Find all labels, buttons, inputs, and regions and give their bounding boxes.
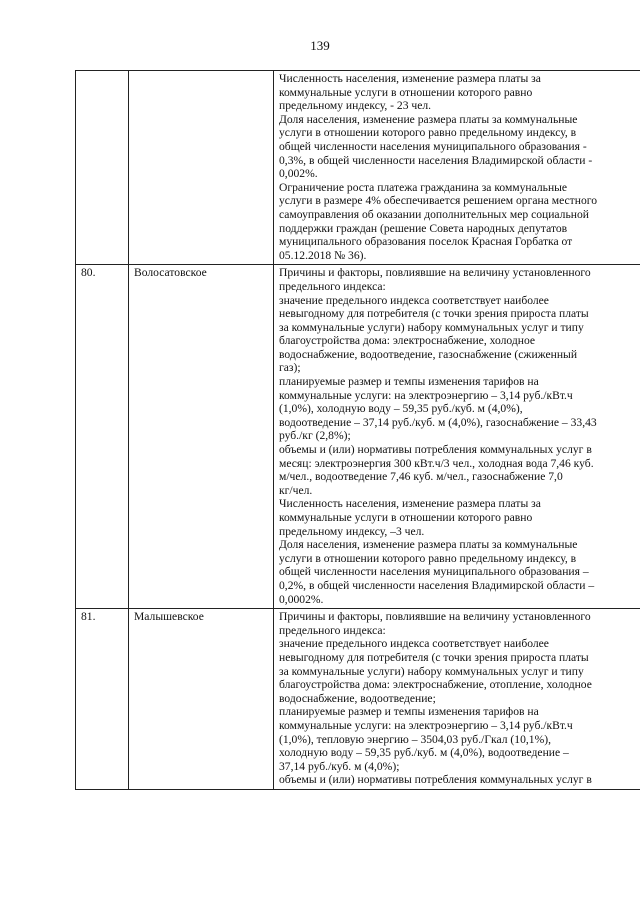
description-line: планируемые размер и темпы изменения тарифов на bbox=[279, 375, 539, 389]
description-line: муниципального образования поселок Красная Горбатка от bbox=[279, 235, 573, 249]
description-line: значение предельного индекса соответствует наиболее bbox=[279, 293, 549, 307]
table-body bbox=[76, 71, 640, 790]
description-cell bbox=[274, 609, 640, 790]
description-line: 0,002%. bbox=[279, 167, 318, 181]
description-line: общей численности населения муниципального образования – bbox=[279, 565, 589, 579]
page-number: 139 bbox=[310, 38, 330, 53]
description-line: водоснабжение, водоотведение, газоснабжение (сжиженный bbox=[279, 347, 578, 361]
municipality-name bbox=[129, 71, 274, 265]
description-line: объемы и (или) нормативы потребления коммунальных услуг в bbox=[279, 443, 592, 457]
description-line: за коммунальные услуги) набору коммунальных услуг и типу bbox=[279, 664, 584, 678]
table-row bbox=[76, 71, 640, 265]
description-line: услуги в размере 4% обеспечивается решением органа местного bbox=[279, 194, 598, 208]
description-cell bbox=[274, 71, 640, 265]
description-line: месяц: электроэнергия 300 кВт.ч/3 чел., холодная вода 7,46 куб. bbox=[279, 456, 594, 470]
description-line: объемы и (или) нормативы потребления коммунальных услуг в bbox=[279, 773, 592, 787]
municipality-name: Волосатовское bbox=[129, 265, 274, 609]
description-line: холодную воду – 59,35 руб./куб. м (4,0%), водоотведение – bbox=[279, 746, 569, 760]
description-line: 0,2%, в общей численности населения Владимирской области – bbox=[279, 578, 595, 592]
description-line: руб./кг (2,8%); bbox=[279, 429, 351, 443]
table-row bbox=[76, 609, 640, 790]
description-line: предельного индекса: bbox=[279, 623, 386, 637]
description-line: 05.12.2018 № 36). bbox=[279, 248, 367, 262]
description-line: Численность населения, изменение размера платы за bbox=[279, 72, 541, 85]
description-line: коммунальные услуги: на электроэнергию – 3,14 руб./кВт.ч bbox=[279, 718, 573, 732]
description-line: услуги в отношении которого равно предельному индексу, в bbox=[279, 126, 577, 140]
row-number: 81. bbox=[76, 609, 129, 790]
description-line: благоустройства дома: электроснабжение, отопление, холодное bbox=[279, 678, 592, 692]
description-line: предельному индексу, - 23 чел. bbox=[279, 99, 432, 113]
description-line: невыгодному для потребителя (с точки зрения прироста платы bbox=[279, 650, 589, 664]
description-line: поддержки граждан (решение Совета народных депутатов bbox=[279, 221, 568, 235]
description-line: водоснабжение, водоотведение; bbox=[279, 691, 436, 705]
description-line: коммунальные услуги в отношении которого равно bbox=[279, 85, 533, 99]
description-line: Причины и факторы, повлиявшие на величину установленного bbox=[279, 266, 591, 280]
description-line: планируемые размер и темпы изменения тарифов на bbox=[279, 705, 539, 719]
description-line: 0,3%, в общей численности населения Владимирской области - bbox=[279, 153, 593, 167]
description-line: (1,0%), холодную воду – 59,35 руб./куб. м (4,0%), bbox=[279, 402, 523, 416]
description-line: самоуправления об оказании дополнительных мер социальной bbox=[279, 207, 589, 221]
description-line: (1,0%), тепловую энергию – 3504,03 руб./Гкал (10,1%), bbox=[279, 732, 551, 746]
description-line: м/чел., водоотведение 7,46 куб. м/чел., газоснабжение 7,0 bbox=[279, 470, 563, 484]
description-line: коммунальные услуги в отношении которого равно bbox=[279, 511, 533, 524]
description-cell bbox=[274, 265, 640, 609]
description-line: за коммунальные услуги) набору коммунальных услуг и типу bbox=[279, 320, 584, 334]
row-number: 80. bbox=[76, 265, 129, 609]
description-line: Причины и факторы, повлиявшие на величину установленного bbox=[279, 610, 591, 624]
description-line: Ограничение роста платежа гражданина за коммунальные bbox=[279, 180, 568, 194]
row-number bbox=[76, 71, 129, 265]
description-line: водоотведение – 37,14 руб./куб. м (4,0%), газоснабжение – 33,43 bbox=[279, 415, 597, 429]
description-line: Численность населения, изменение размера платы за bbox=[279, 497, 541, 511]
description-line: значение предельного индекса соответствует наиболее bbox=[279, 637, 549, 651]
description-line: газ); bbox=[279, 361, 301, 375]
description-line: 0,0002%. bbox=[279, 592, 324, 606]
description-line: предельного индекса: bbox=[279, 279, 386, 293]
description-line: предельному индексу, –3 чел. bbox=[279, 524, 425, 538]
description-line: услуги в отношении которого равно предельному индексу, в bbox=[279, 551, 577, 565]
description-line: общей численности населения муниципального образования - bbox=[279, 139, 587, 153]
description-line: 37,14 руб./куб. м (4,0%); bbox=[279, 759, 400, 773]
municipal-index-table bbox=[75, 70, 640, 790]
table-row bbox=[76, 265, 640, 609]
description-line: благоустройства дома: электроснабжение, холодное bbox=[279, 334, 536, 348]
description-line: Доля населения, изменение размера платы за коммунальные bbox=[279, 538, 578, 552]
description-line: Доля населения, изменение размера платы за коммунальные bbox=[279, 112, 578, 126]
description-line: кг/чел. bbox=[279, 483, 313, 497]
description-line: коммунальные услуги: на электроэнергию – 3,14 руб./кВт.ч bbox=[279, 388, 573, 402]
municipality-name: Малышевское bbox=[129, 609, 274, 790]
description-line: невыгодному для потребителя (с точки зрения прироста платы bbox=[279, 307, 589, 321]
